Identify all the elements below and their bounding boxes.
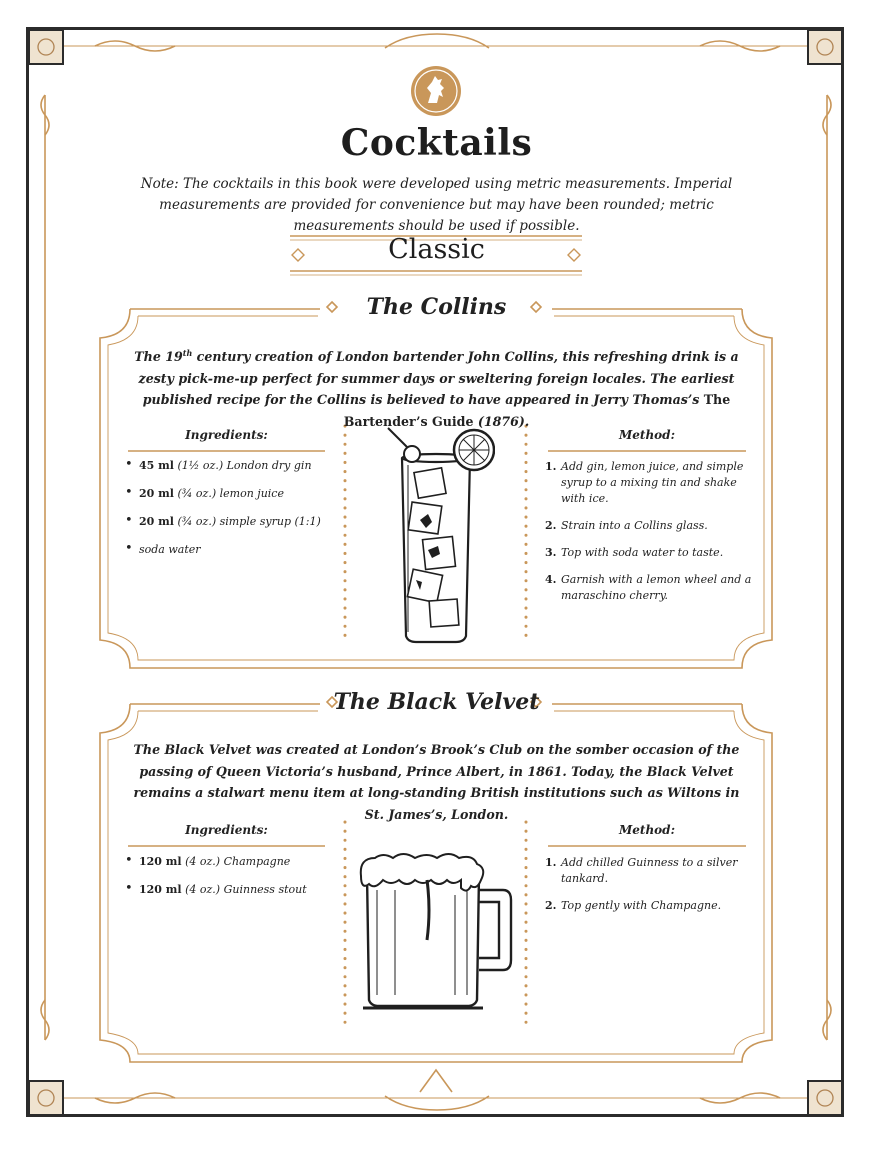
cocktail-name-collins: The Collins: [366, 294, 507, 320]
ingredient-item: • soda water: [125, 543, 340, 571]
ingredient-item: • 120 ml (4 oz.) Champagne: [125, 855, 340, 883]
ingredient-item: • 45 ml (1½ oz.) London dry gin: [125, 459, 340, 487]
ingredient-list-collins: [125, 459, 340, 571]
cocktail-name-black-velvet: The Black Velvet: [333, 689, 540, 715]
method-step: 2. Strain into a Collins glass.: [545, 519, 708, 532]
page-title: Cocktails: [340, 122, 533, 164]
method-step: 1. Add gin, lemon juice, and simple syrup to a mixing tin and shake with ice.: [545, 460, 744, 505]
ingredient-list-black-velvet: [125, 855, 340, 911]
cocktail-description-collins: The 19th century creation of London bartender John Collins, this refreshing drink is a zesty pick-me-up perfect for summer days or sweltering foreign locales. The earliest published recipe for the Collins is believed to have appeared in Jerry Thomas’s The Bartender’s Guide (1876).: [134, 348, 739, 429]
method-list-collins: [545, 459, 760, 615]
method-label: Method:: [618, 823, 675, 837]
ingredient-item: • 20 ml (¾ oz.) lemon juice: [125, 487, 340, 515]
method-label: Method:: [618, 428, 675, 442]
beer-tankard-icon: [355, 850, 520, 1015]
method-step: 2. Top gently with Champagne.: [545, 899, 722, 912]
method-step: 3. Top with soda water to taste.: [545, 546, 724, 559]
ingredient-item: • 20 ml (¾ oz.) simple syrup (1:1): [125, 515, 340, 543]
method-list-black-velvet: [545, 855, 760, 925]
section-title: Classic: [388, 234, 485, 265]
ingredients-label: Ingredients:: [185, 823, 268, 837]
method-step: 4. Garnish with a lemon wheel and a maraschino cherry.: [545, 573, 752, 602]
ingredient-item: • 120 ml (4 oz.) Guinness stout: [125, 883, 340, 911]
metric-note: Note: The cocktails in this book were developed using metric measurements. Imperial measurements are provided for convenience but may have been rounded; metric measurements should be used if possible.: [140, 176, 733, 234]
ingredients-label: Ingredients:: [185, 428, 268, 442]
method-step: 1. Add chilled Guinness to a silver tankard.: [545, 856, 738, 885]
cocktail-description-black-velvet: The Black Velvet was created at London’s Brook’s Club on the somber occasion of the passing of Queen Victoria’s husband, Prince Albert, in 1861. Today, the Black Velvet remains a stalwart menu item at long-standing British institutions such as Wiltons in St. James’s, London.: [133, 742, 740, 822]
rampant-lion-crest-icon: [410, 65, 462, 117]
collins-glass-icon: [380, 420, 495, 645]
